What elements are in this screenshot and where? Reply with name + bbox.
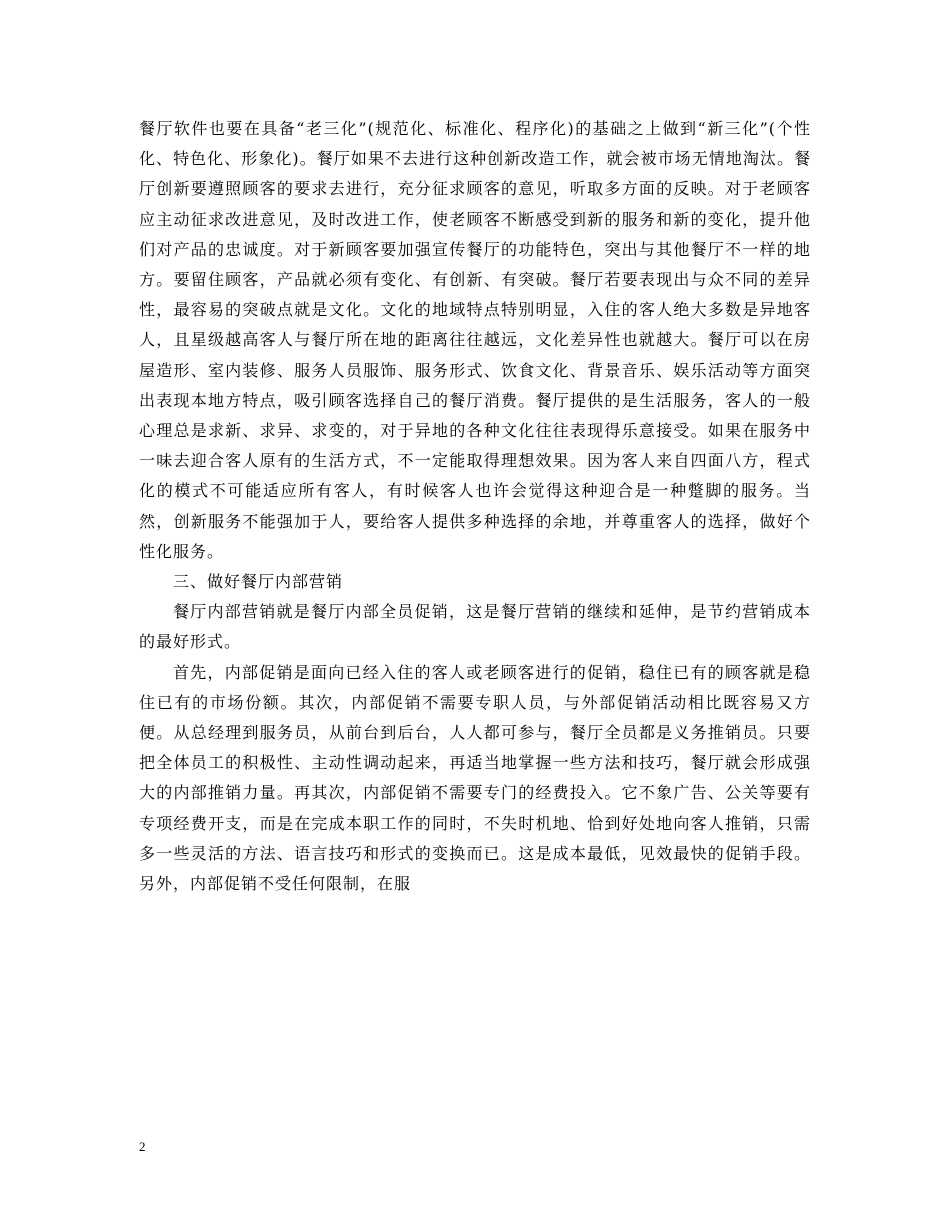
page-number: 2	[139, 1139, 146, 1154]
body-text	[139, 114, 811, 899]
paragraph-restaurant-software: 餐厅软件也要在具备“老三化”(规范化、标准化、程序化)的基础之上做到“新三化”(个性化、特色化、形象化)。餐厅如果不去进行这种创新改造工作，就会被市场无情地淘汰。餐厅创新要遵照顾客的要求去进行，充分征求顾客的意见，听取多方面的反映。对于老顾客应主动征求改进意见，及时改进工作，使老顾客不断感受到新的服务和新的变化，提升他们对产品的忠诚度。对于新顾客要加强宣传餐厅的功能特色，突出与其他餐厅不一样的地方。要留住顾客，产品就必须有变化、有创新、有突破。餐厅若要表现出与众不同的差异性，最容易的突破点就是文化。文化的地域特点特别明显，入住的客人绝大多数是异地客人，且星级越高客人与餐厅所在地的距离往往越远，文化差异性也就越大。餐厅可以在房屋造形、室内装修、服务人员服饰、服务形式、饮食文化、背景音乐、娱乐活动等方面突出表现本地方特点，吸引顾客选择自己的餐厅消费。餐厅提供的是生活服务，客人的一般心理总是求新、求异、求变的，对于异地的各种文化往往表现得乐意接受。如果在服务中一味去迎合客人原有的生活方式，不一定能取得理想效果。因为客人来自四面八方，程式化的模式不可能适应所有客人，有时候客人也许会觉得这种迎合是一种蹩脚的服务。当然，创新服务不能强加于人，要给客人提供多种选择的余地，并尊重客人的选择，做好个性化服务。	[139, 119, 811, 561]
section-heading-internal-marketing: 三、做好餐厅内部营销	[173, 572, 344, 592]
paragraph-internal-promotion-benefits: 首先，内部促销是面向已经入住的客人或老顾客进行的促销，稳住已有的顾客就是稳住已有的市场份额。其次，内部促销不需要专职人员，与外部促销活动相比既容易又方便。从总经理到服务员，从前台到后台，人人都可参与，餐厅全员都是义务推销员。只要把全体员工的积极性、主动性调动起来，再适当地掌握一些方法和技巧，餐厅就会形成强大的内部推销力量。再其次，内部促销不需要专门的经费投入。它不象广告、公关等要有专项经费开支，而是在完成本职工作的同时，不失时机地、恰到好处地向客人推销，只需多一些灵活的方法、语言技巧和形式的变换而已。这是成本最低，见效最快的促销手段。另外，内部促销不受任何限制，在服	[139, 662, 811, 894]
paragraph-internal-marketing-definition: 餐厅内部营销就是餐厅内部全员促销，这是餐厅营销的继续和延伸，是节约营销成本的最好形式。	[139, 602, 811, 652]
